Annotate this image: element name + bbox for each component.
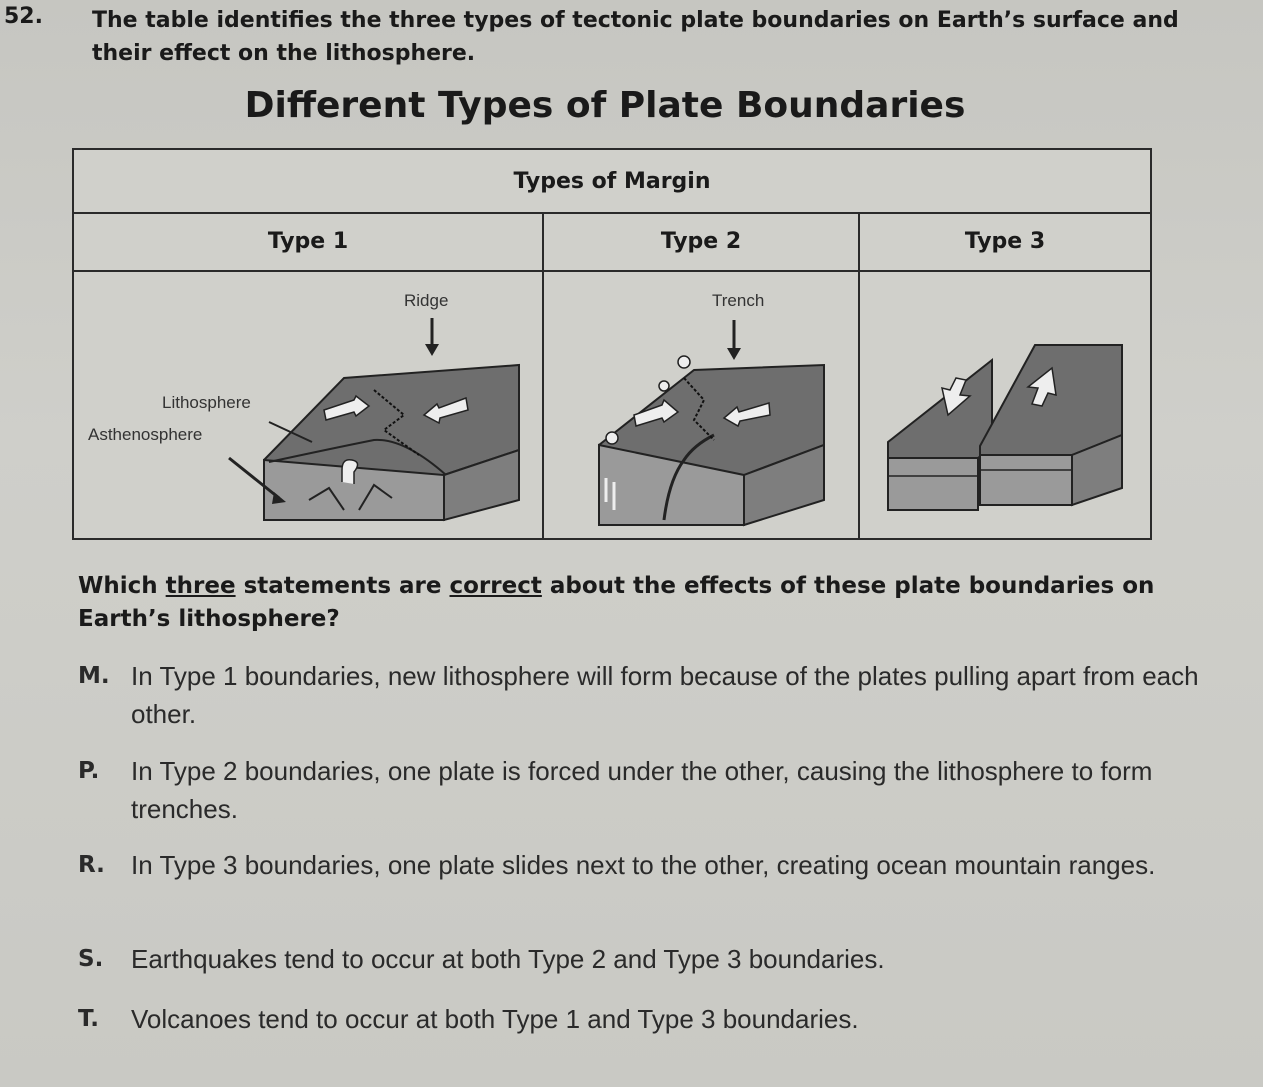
prompt-emphasis-three: three [165, 573, 236, 599]
question-intro: The table identifies the three types of tectonic plate boundaries on Earth’s surface and their effect on the lithosphere. [92, 8, 1179, 66]
column-type-1: Type 1 [267, 228, 349, 254]
transform-boundary-diagram [860, 270, 1150, 538]
answer-option-s[interactable] [78, 940, 1248, 978]
option-text: In Type 2 boundaries, one plate is forced under the other, causing the lithosphere to form trenches. [131, 756, 1153, 824]
option-text: Earthquakes tend to occur at both Type 2 and Type 3 boundaries. [131, 944, 885, 974]
option-text: In Type 3 boundaries, one plate slides next to the other, creating ocean mountain ranges. [131, 850, 1156, 880]
prompt-text: Which [78, 573, 166, 599]
ridge-label: Ridge [404, 291, 449, 310]
answer-option-t[interactable] [78, 1000, 1248, 1038]
type-header-row [74, 212, 1150, 272]
divergent-boundary-diagram [74, 270, 542, 538]
question-prompt [78, 570, 1178, 636]
question-number: 52. [4, 4, 43, 29]
table-title: Different Types of Plate Boundaries [244, 85, 966, 126]
answer-option-r[interactable] [78, 846, 1248, 884]
option-letter: T. [78, 1006, 99, 1032]
option-letter: S. [78, 946, 104, 972]
table-header: Types of Margin [74, 150, 1150, 214]
option-letter: R. [78, 852, 105, 878]
prompt-text: statements are [235, 573, 450, 599]
plate-boundaries-table [72, 148, 1152, 540]
option-letter: M. [78, 663, 110, 689]
convergent-boundary-diagram [544, 270, 858, 538]
option-letter: P. [78, 758, 100, 784]
option-text: In Type 1 boundaries, new lithosphere will form because of the plates pulling apart from each other. [131, 661, 1199, 729]
prompt-text: about the effects of these plate boundaries on Earth’s lithosphere? [78, 573, 1155, 632]
asthenosphere-label: Asthenosphere [88, 425, 203, 444]
prompt-emphasis-correct: correct [449, 573, 542, 599]
column-type-2: Type 2 [660, 228, 742, 254]
lithosphere-label: Lithosphere [162, 393, 251, 412]
column-type-3: Type 3 [964, 228, 1046, 254]
answer-option-p[interactable] [78, 752, 1248, 828]
option-text: Volcanoes tend to occur at both Type 1 and Type 3 boundaries. [131, 1004, 859, 1034]
answer-option-m[interactable] [78, 657, 1248, 733]
trench-label: Trench [712, 291, 765, 310]
